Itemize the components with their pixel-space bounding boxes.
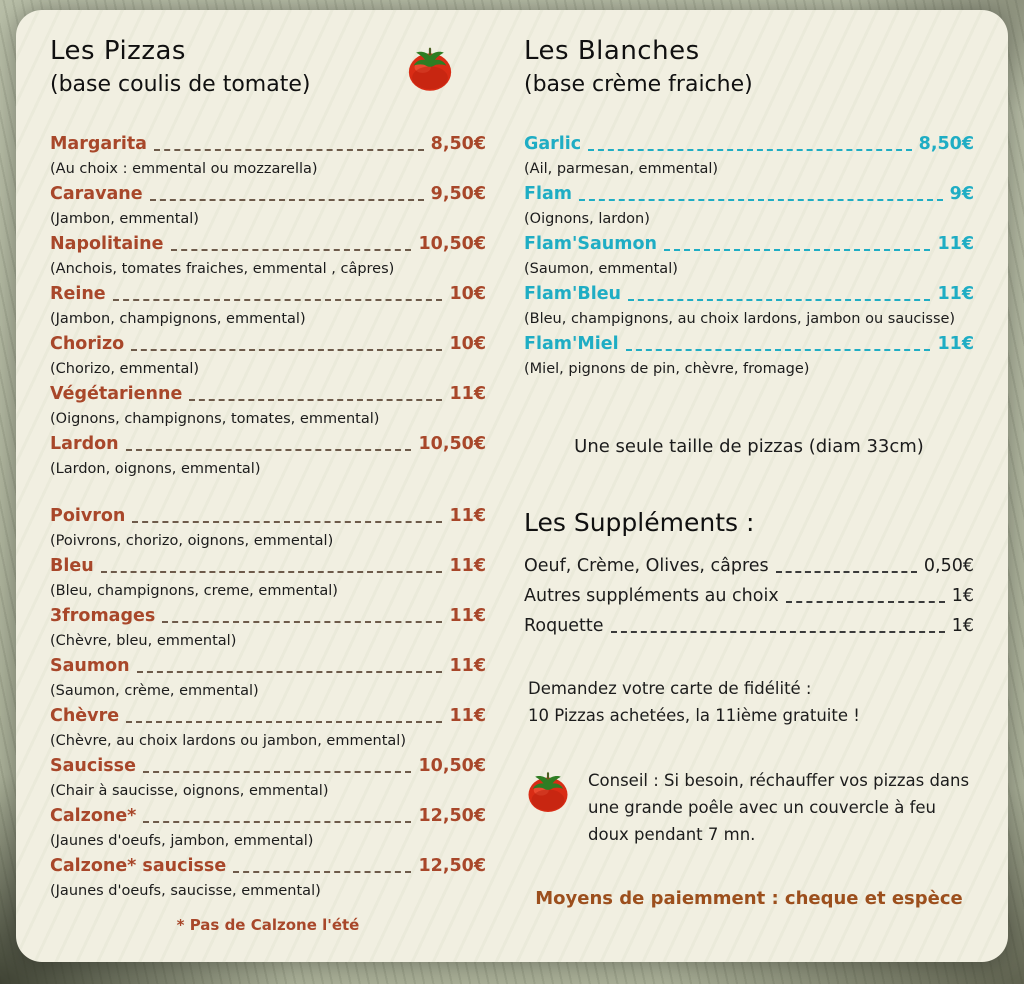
item-description: (Anchois, tomates fraiches, emmental , câpres)	[50, 261, 395, 277]
item-description: (Oignons, lardon)	[524, 211, 650, 227]
item-description: (Ail, parmesan, emmental)	[524, 161, 719, 177]
loyalty-line-2: 10 Pizzas achetées, la 11ième gratuite !	[528, 706, 860, 725]
item-name: Poivron	[50, 506, 126, 526]
item-description: (Jambon, emmental)	[50, 211, 199, 227]
item-description: (Saumon, crème, emmental)	[50, 683, 259, 699]
dotted-leader	[132, 521, 442, 523]
item-name: Flam'Saumon	[524, 234, 657, 254]
dotted-leader	[628, 299, 930, 301]
item-name: Napolitaine	[50, 234, 164, 254]
pizzas-column	[50, 36, 486, 942]
item-description: (Au choix : emmental ou mozzarella)	[50, 161, 318, 177]
menu-item-row	[50, 754, 486, 804]
menu-item-row	[524, 282, 974, 332]
menu-item-row	[50, 804, 486, 854]
supplement-row	[524, 611, 974, 641]
item-description: (Lardon, oignons, emmental)	[50, 461, 261, 477]
dotted-leader	[131, 349, 442, 351]
menu-item-row	[524, 332, 974, 382]
dotted-leader	[786, 601, 945, 603]
supplement-row	[524, 551, 974, 581]
item-price: 8,50€	[430, 134, 486, 154]
blanches-header	[524, 36, 974, 132]
blanches-column	[524, 36, 974, 942]
menu-item-row	[524, 232, 974, 282]
dotted-leader	[664, 249, 931, 251]
supplement-price: 1€	[951, 586, 974, 606]
item-price: 9€	[949, 184, 974, 204]
item-price: 8,50€	[918, 134, 974, 154]
dotted-leader	[626, 349, 931, 351]
pizzas-list-group1	[50, 132, 486, 482]
supplement-name: Roquette	[524, 616, 604, 636]
item-name: Lardon	[50, 434, 119, 454]
dotted-leader	[233, 871, 411, 873]
item-price: 10,50€	[418, 756, 486, 776]
menu-item-row	[50, 604, 486, 654]
dotted-leader	[126, 721, 442, 723]
dotted-leader	[611, 631, 945, 633]
supplement-row	[524, 581, 974, 611]
dotted-leader	[588, 149, 911, 151]
item-description: (Saumon, emmental)	[524, 261, 678, 277]
item-price: 10€	[449, 334, 486, 354]
item-price: 11€	[449, 606, 486, 626]
item-price: 11€	[449, 384, 486, 404]
item-name: Calzone* saucisse	[50, 856, 227, 876]
menu-item-row	[50, 332, 486, 382]
item-description: (Chair à saucisse, oignons, emmental)	[50, 783, 329, 799]
menu-item-row	[50, 232, 486, 282]
menu-item-row	[50, 182, 486, 232]
item-price: 9,50€	[430, 184, 486, 204]
item-name: Saucisse	[50, 756, 136, 776]
dotted-leader	[143, 821, 411, 823]
dotted-leader	[126, 449, 412, 451]
item-name: Saumon	[50, 656, 130, 676]
menu-item-row	[50, 554, 486, 604]
dotted-leader	[189, 399, 442, 401]
menu-item-row	[50, 504, 486, 554]
dotted-leader	[101, 571, 443, 573]
item-description: (Bleu, champignons, creme, emmental)	[50, 583, 338, 599]
item-name: Garlic	[524, 134, 582, 154]
pizza-size-note: Une seule taille de pizzas (diam 33cm)	[574, 436, 924, 457]
item-name: Bleu	[50, 556, 94, 576]
pizzas-header	[50, 36, 486, 132]
item-name: Reine	[50, 284, 106, 304]
dotted-leader	[162, 621, 442, 623]
pizzas-title: Les Pizzas	[50, 36, 186, 66]
item-price: 10,50€	[418, 434, 486, 454]
menu-item-row	[50, 704, 486, 754]
item-name: 3fromages	[50, 606, 156, 626]
tomato-icon	[404, 42, 456, 94]
supplement-name: Autres suppléments au choix	[524, 586, 779, 606]
item-price: 10,50€	[418, 234, 486, 254]
item-description: (Jaunes d'oeufs, jambon, emmental)	[50, 833, 314, 849]
item-name: Chorizo	[50, 334, 125, 354]
item-price: 11€	[449, 706, 486, 726]
item-name: Calzone*	[50, 806, 137, 826]
menu-item-row	[50, 432, 486, 482]
loyalty-line-1: Demandez votre carte de fidélité :	[528, 679, 812, 698]
advice-text: Conseil : Si besoin, réchauffer vos pizzas dans une grande poêle avec un couvercle à feu doux pendant 7 mn.	[588, 771, 970, 844]
menu-item-row	[524, 182, 974, 232]
menu-card	[16, 10, 1008, 962]
menu-item-row	[50, 654, 486, 704]
item-name: Flam	[524, 184, 572, 204]
blanches-list	[524, 132, 974, 382]
item-price: 11€	[937, 334, 974, 354]
menu-item-row	[50, 132, 486, 182]
item-price: 11€	[449, 556, 486, 576]
item-price: 12,50€	[418, 806, 486, 826]
item-name: Flam'Bleu	[524, 284, 622, 304]
tomato-icon	[524, 767, 572, 815]
item-price: 12,50€	[418, 856, 486, 876]
menu-item-row	[50, 282, 486, 332]
supplements-title: Les Suppléments :	[524, 508, 755, 537]
item-description: (Jambon, champignons, emmental)	[50, 311, 306, 327]
item-name: Flam'Miel	[524, 334, 619, 354]
item-description: (Miel, pignons de pin, chèvre, fromage)	[524, 361, 810, 377]
menu-item-row	[50, 854, 486, 904]
item-name: Chèvre	[50, 706, 120, 726]
item-price: 11€	[449, 656, 486, 676]
dotted-leader	[171, 249, 412, 251]
item-price: 11€	[937, 284, 974, 304]
item-price: 11€	[937, 234, 974, 254]
supplement-price: 0,50€	[923, 556, 974, 576]
loyalty-note	[524, 675, 974, 729]
item-name: Margarita	[50, 134, 147, 154]
item-name: Caravane	[50, 184, 143, 204]
dotted-leader	[579, 199, 943, 201]
payment-note: Moyens de paiemment : cheque et espèce	[535, 888, 963, 909]
supplements-list	[524, 551, 974, 641]
item-description: (Chèvre, au choix lardons ou jambon, emmental)	[50, 733, 406, 749]
item-description: (Oignons, champignons, tomates, emmental)	[50, 411, 380, 427]
pizzas-subtitle: (base coulis de tomate)	[50, 72, 311, 97]
pizzas-list-group2	[50, 504, 486, 904]
dotted-leader	[137, 671, 443, 673]
menu-item-row	[524, 132, 974, 182]
dotted-leader	[154, 149, 424, 151]
item-description: (Chèvre, bleu, emmental)	[50, 633, 237, 649]
blanches-subtitle: (base crème fraiche)	[524, 72, 753, 97]
dotted-leader	[143, 771, 412, 773]
dotted-leader	[113, 299, 443, 301]
item-description: (Poivrons, chorizo, oignons, emmental)	[50, 533, 334, 549]
dotted-leader	[150, 199, 424, 201]
calzone-footnote: * Pas de Calzone l'été	[176, 916, 360, 934]
advice-block	[524, 767, 974, 848]
item-description: (Bleu, champignons, au choix lardons, jambon ou saucisse)	[524, 311, 956, 327]
supplement-name: Oeuf, Crème, Olives, câpres	[524, 556, 769, 576]
item-price: 11€	[449, 506, 486, 526]
item-name: Végétarienne	[50, 384, 183, 404]
blanches-title: Les Blanches	[524, 36, 700, 66]
item-description: (Jaunes d'oeufs, saucisse, emmental)	[50, 883, 321, 899]
dotted-leader	[776, 571, 917, 573]
menu-item-row	[50, 382, 486, 432]
item-description: (Chorizo, emmental)	[50, 361, 200, 377]
supplement-price: 1€	[951, 616, 974, 636]
item-price: 10€	[449, 284, 486, 304]
